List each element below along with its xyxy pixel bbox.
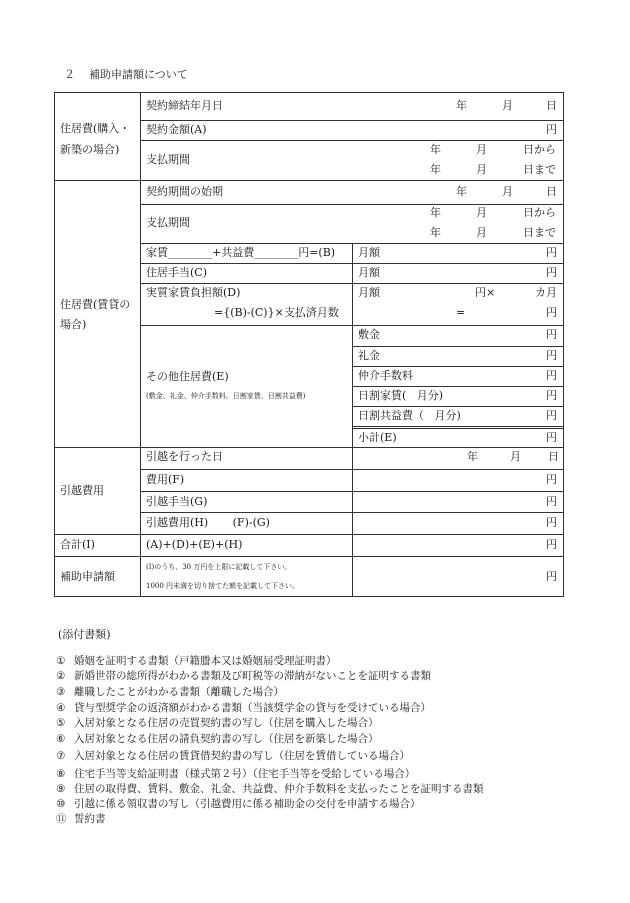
moving-net-text: 引越費用(H) [146, 516, 209, 529]
yen-unit: 円 [546, 369, 557, 382]
section-rule [54, 556, 564, 557]
section-rule [54, 534, 564, 535]
from-day-unit: 日から [523, 143, 556, 156]
yen-unit: 円 [546, 266, 557, 279]
row-rule [352, 346, 564, 347]
section-title: 補助申請額について [89, 68, 188, 81]
subsidy-label: 補助申請額 [60, 570, 115, 583]
year-unit: 年 [430, 226, 441, 239]
attachment-mark: ① [56, 655, 66, 667]
attachment-item [56, 655, 337, 668]
equals-sign: = [456, 306, 466, 319]
subsidy-note-rounding: 1000 円未満を切り捨てた額を記載して下さい。 [146, 582, 300, 590]
attachment-text: 離職したことがわかる書類（離職した場合） [74, 686, 284, 698]
brokerage-fee-label: 仲介手数料 [358, 369, 413, 382]
attachment-item [56, 733, 379, 746]
other-housing-cost-label: その他住居費(E) [146, 370, 229, 383]
attachment-item [56, 750, 410, 763]
yen-unit: 円 [546, 123, 557, 136]
contract-date-label: 契約締結年月日 [146, 99, 223, 112]
from-day-unit: 日から [523, 206, 556, 219]
moving-net-label [146, 516, 270, 530]
table-border-bottom [54, 596, 564, 597]
months-part-text: 月分) [434, 409, 461, 422]
months-unit: カ月 [535, 286, 557, 299]
attachment-text: 住宅手当等支給証明書（様式第２号）（住宅手当等を受給している場合） [74, 768, 416, 780]
attachment-mark: ⑦ [56, 750, 66, 762]
section-heading [64, 66, 188, 82]
rent-payment-period-label: 支払期間 [146, 216, 190, 229]
column-rule [352, 325, 353, 448]
attachment-mark: ③ [56, 686, 66, 698]
attachment-text: 住居の取得費、賃料、敷金、礼金、共益費、仲介手数料を支払ったことを証明する書類 [74, 783, 484, 795]
row-rule [352, 386, 564, 387]
month-unit: 月 [476, 206, 487, 219]
actual-burden-label: 実質家賃負担額(D) [146, 286, 241, 299]
attachment-mark: ⑪ [56, 813, 67, 825]
contract-start-label: 契約期間の始期 [146, 185, 223, 198]
daily-rent-text: 日割家賃( [358, 389, 407, 402]
row-rule [140, 204, 564, 205]
yen-unit: 円 [546, 431, 557, 444]
month-unit: 月 [510, 450, 521, 463]
attachment-text: 入居対象となる住居の請負契約書の写し（住居を新築した場合） [74, 733, 379, 745]
month-unit: 月 [476, 226, 487, 239]
year-unit: 年 [430, 143, 441, 156]
daily-common-fee-label [358, 409, 461, 423]
row-rule [140, 120, 564, 121]
table-border-top [54, 92, 564, 93]
payment-period-label: 支払期間 [146, 153, 190, 166]
moving-date-label: 引越を行った日 [146, 450, 223, 463]
purchase-label-line2: 新築の場合) [60, 143, 120, 156]
row-rule [352, 406, 564, 407]
subsidy-form-table [54, 92, 564, 597]
yen-unit: 円 [546, 538, 557, 551]
attachment-text: 新婚世帯の総所得がわかる書類及び町税等の滞納がないことを証明する書類 [74, 670, 431, 682]
purchase-label [60, 122, 130, 136]
attachment-text: 誓約書 [74, 813, 106, 825]
row-rule [140, 140, 564, 141]
daily-rent-label [358, 389, 443, 403]
attachment-text: 入居対象となる住居の売買契約書の写し（住居を購入した場合） [74, 717, 379, 729]
yen-times-unit: 円× [475, 286, 496, 299]
attachment-item [56, 717, 379, 730]
monthly-label: 月額 [358, 246, 380, 259]
deposit-label: 敷金 [358, 328, 380, 341]
rent-label-line2: 場合) [60, 318, 87, 331]
attachment-text: 入居対象となる住居の賃貸借契約書の写し（住居を賃借している場合） [74, 750, 410, 762]
rent-label-line1: 住居費(賃貸の [60, 298, 131, 311]
key-money-label: 礼金 [358, 349, 380, 362]
monthly-label: 月額 [358, 266, 380, 279]
day-unit: 日 [546, 185, 557, 198]
rent-label [60, 298, 130, 312]
moving-net-formula: (F)-(G) [232, 516, 270, 529]
subtotal-double-rule [352, 426, 564, 427]
yen-unit: 円 [546, 328, 557, 341]
yen-unit: 円 [546, 389, 557, 402]
daily-fee-text: 日割共益費（ [358, 409, 424, 422]
section-number: ２ [64, 68, 75, 81]
column-rule [140, 92, 141, 597]
table-border-left [54, 92, 55, 597]
attachment-mark: ④ [56, 702, 66, 714]
subsidy-note-limit: (I)のうち、30 万円を上限に記載して下さい。 [146, 563, 292, 571]
attachment-mark: ⑨ [56, 783, 66, 795]
yen-unit: 円 [546, 349, 557, 362]
total-formula: (A)+(D)+(E)+(H) [146, 538, 243, 551]
yen-unit: 円 [546, 409, 557, 422]
moving-cost-label: 引越費用 [60, 484, 104, 497]
attachment-mark: ⑤ [56, 717, 66, 729]
attachment-item [56, 768, 415, 781]
month-unit: 月 [502, 99, 513, 112]
yen-unit: 円 [546, 570, 557, 583]
rent-label [60, 318, 86, 332]
actual-burden-formula: ={(B)-(C)}×支払済月数 [214, 306, 339, 319]
year-unit: 年 [467, 450, 478, 463]
monthly-label: 月額 [358, 286, 380, 299]
yen-unit: 円 [546, 246, 557, 259]
month-unit: 月 [476, 163, 487, 176]
year-unit: 年 [430, 163, 441, 176]
to-day-unit: 日まで [523, 226, 556, 239]
purchase-label-line1: 住居費(購入・ [60, 122, 131, 135]
attachment-text: 婚姻を証明する書類（戸籍謄本又は婚姻届受理証明書） [74, 655, 337, 667]
yen-unit: 円 [546, 516, 557, 529]
total-label: 合計(I) [60, 538, 95, 551]
to-day-unit: 日まで [523, 163, 556, 176]
year-unit: 年 [456, 99, 467, 112]
subtotal-label: 小計(E) [358, 431, 397, 444]
attachment-mark: ⑧ [56, 768, 66, 780]
yen-unit: 円 [546, 473, 557, 486]
attachment-text: 貸与型奨学金の返済額がわかる書類（当該奨学金の貸与を受けている場合） [74, 702, 431, 714]
subtotal-double-rule [352, 428, 564, 429]
yen-unit: 円 [546, 495, 557, 508]
section-rule [54, 447, 564, 448]
housing-allowance-label: 住居手当(C) [146, 266, 207, 279]
months-part-text: 月分) [416, 389, 444, 402]
column-rule [352, 447, 353, 597]
attachment-item [56, 670, 431, 683]
other-housing-cost-note: (敷金、礼金、仲介手数料、日割家賃、日割共益費) [146, 392, 306, 400]
attachment-mark: ⑥ [56, 733, 66, 745]
attachment-item [56, 798, 421, 811]
attachment-item [56, 813, 106, 826]
attachment-mark: ⑩ [56, 798, 66, 810]
month-unit: 月 [476, 143, 487, 156]
column-rule [352, 243, 353, 326]
purchase-label [60, 143, 119, 157]
moving-allowance-label: 引越手当(G) [146, 495, 208, 508]
moving-expense-label: 費用(F) [146, 473, 185, 486]
table-border-right [563, 92, 564, 597]
contract-amount-label: 契約金額(A) [146, 123, 207, 136]
day-unit: 日 [548, 450, 559, 463]
row-rule [352, 366, 564, 367]
attachment-item [56, 702, 431, 715]
attachment-item [56, 686, 284, 699]
attachment-text: 引越に係る領収書の写し（引越費用に係る補助金の交付を申請する場合） [74, 798, 421, 810]
section-rule [54, 180, 564, 181]
yen-unit: 円 [546, 306, 557, 319]
attachment-mark: ② [56, 670, 66, 682]
year-unit: 年 [456, 185, 467, 198]
day-unit: 日 [546, 99, 557, 112]
attachments-title: (添付書類) [58, 628, 111, 641]
rent-formula-label: 家賃________+共益費________円=(B) [146, 246, 336, 259]
month-unit: 月 [502, 185, 513, 198]
year-unit: 年 [430, 206, 441, 219]
attachment-item [56, 783, 484, 796]
